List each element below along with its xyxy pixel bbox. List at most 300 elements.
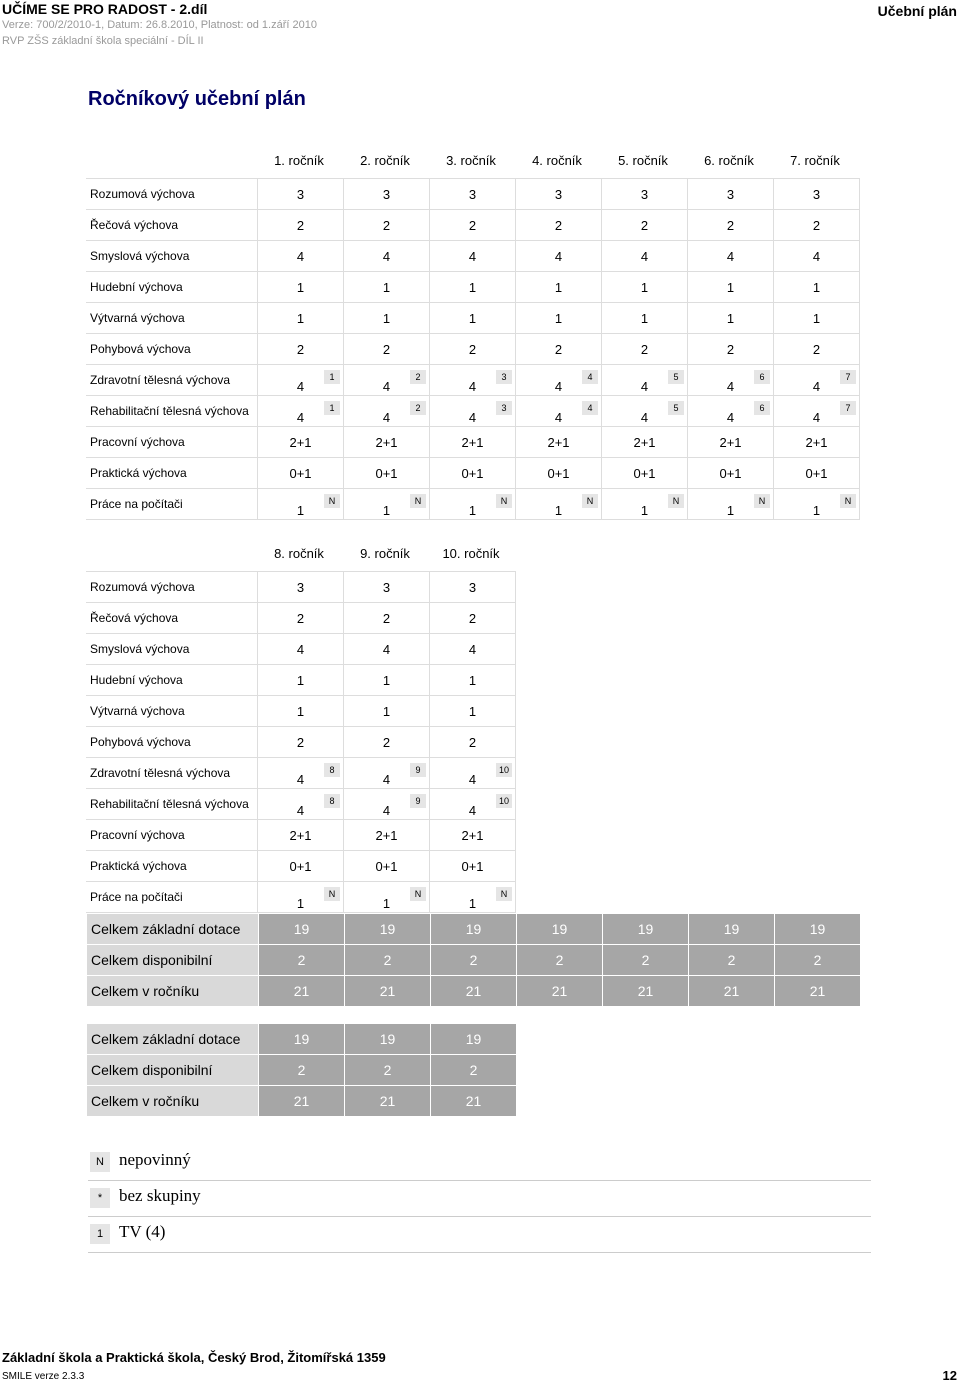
subject-name: Hudební výchova	[86, 272, 258, 303]
hours-value: 1	[382, 279, 391, 295]
hours-value: 1	[726, 279, 735, 295]
hours-cell	[258, 427, 344, 458]
hours-value: 3	[468, 579, 477, 595]
hours-cell	[516, 458, 602, 489]
hours-value: 1	[296, 502, 305, 518]
hours-cell	[344, 665, 430, 696]
hours-cell	[258, 572, 344, 603]
group-badge: 1	[324, 401, 340, 415]
hours-cell	[258, 634, 344, 665]
hours-cell	[430, 851, 516, 882]
totals-value: 2	[345, 945, 431, 976]
hours-value: 0+1	[289, 858, 312, 874]
legend-symbol: 1	[90, 1224, 110, 1244]
hours-value: 2+1	[375, 434, 398, 450]
table-row	[86, 458, 860, 489]
totals-value: 2	[517, 945, 603, 976]
hours-cell	[430, 210, 516, 241]
subject-name: Rehabilitační tělesná výchova	[86, 789, 258, 820]
hours-value: 1	[468, 310, 477, 326]
hours-value: 0+1	[719, 465, 742, 481]
hours-cell	[430, 272, 516, 303]
subject-name: Rozumová výchova	[86, 179, 258, 210]
hours-cell	[430, 696, 516, 727]
hours-cell	[344, 334, 430, 365]
hours-cell	[430, 665, 516, 696]
hours-cell	[258, 272, 344, 303]
group-badge: 8	[324, 794, 340, 808]
subject-table-2	[86, 571, 516, 913]
hours-value: 4	[726, 409, 735, 425]
subject-table-1	[86, 178, 860, 520]
hours-cell	[258, 851, 344, 882]
hours-cell	[430, 489, 516, 520]
subject-name: Pracovní výchova	[86, 427, 258, 458]
totals-value: 19	[259, 1024, 345, 1055]
hours-value: 2	[468, 610, 477, 626]
hours-cell	[430, 789, 516, 820]
hours-cell	[774, 272, 860, 303]
group-badge: 3	[496, 401, 512, 415]
group-badge: 4	[582, 401, 598, 415]
legend-text: nepovinný	[119, 1150, 191, 1169]
hours-cell	[602, 396, 688, 427]
column-header: 1. ročník	[274, 153, 324, 168]
table-row	[86, 634, 516, 665]
totals-value: 19	[775, 914, 861, 945]
hours-value: 2	[468, 341, 477, 357]
hours-value: 4	[468, 248, 477, 264]
totals-value: 21	[689, 976, 775, 1007]
hours-value: 1	[296, 310, 305, 326]
hours-value: 4	[640, 378, 649, 394]
group-badge: N	[324, 887, 340, 901]
hours-value: 2	[382, 341, 391, 357]
hours-value: 2	[812, 217, 821, 233]
hours-value: 1	[468, 502, 477, 518]
totals-value: 21	[431, 976, 517, 1007]
hours-cell	[774, 396, 860, 427]
hours-cell	[774, 427, 860, 458]
subject-name: Řečová výchova	[86, 603, 258, 634]
hours-cell	[430, 603, 516, 634]
hours-cell	[344, 727, 430, 758]
hours-cell	[258, 489, 344, 520]
totals-label: Celkem disponibilní	[87, 1055, 259, 1086]
hours-cell	[258, 241, 344, 272]
column-header: 9. ročník	[360, 546, 410, 561]
group-badge: 6	[754, 401, 770, 415]
hours-cell	[344, 241, 430, 272]
hours-cell	[258, 789, 344, 820]
totals-value: 2	[431, 945, 517, 976]
hours-value: 4	[468, 409, 477, 425]
hours-value: 1	[296, 672, 305, 688]
group-badge: 9	[410, 794, 426, 808]
hours-cell	[688, 241, 774, 272]
header-section-label: Učební plán	[877, 3, 957, 19]
hours-cell	[430, 634, 516, 665]
totals-value: 19	[259, 914, 345, 945]
subject-name: Práce na počítači	[86, 489, 258, 520]
totals-label: Celkem základní dotace	[87, 914, 259, 945]
totals-value: 19	[517, 914, 603, 945]
group-badge: 3	[496, 370, 512, 384]
hours-cell	[344, 272, 430, 303]
table-row	[86, 665, 516, 696]
totals-value: 19	[431, 914, 517, 945]
hours-cell	[602, 334, 688, 365]
hours-value: 3	[468, 186, 477, 202]
hours-value: 4	[296, 641, 305, 657]
hours-cell	[430, 334, 516, 365]
hours-cell	[688, 427, 774, 458]
hours-cell	[258, 727, 344, 758]
totals-value: 19	[603, 914, 689, 945]
hours-value: 2+1	[805, 434, 828, 450]
hours-cell	[344, 427, 430, 458]
subject-name: Smyslová výchova	[86, 241, 258, 272]
hours-value: 4	[726, 248, 735, 264]
hours-cell	[258, 179, 344, 210]
hours-cell	[258, 603, 344, 634]
hours-value: 2	[382, 610, 391, 626]
column-header: 6. ročník	[704, 153, 754, 168]
hours-cell	[258, 210, 344, 241]
totals-value: 21	[345, 976, 431, 1007]
group-badge: 8	[324, 763, 340, 777]
hours-cell	[774, 210, 860, 241]
hours-value: 0+1	[805, 465, 828, 481]
hours-value: 2	[554, 217, 563, 233]
hours-cell	[344, 179, 430, 210]
group-badge: 2	[410, 370, 426, 384]
hours-value: 1	[296, 895, 305, 911]
totals-row	[87, 1086, 517, 1117]
hours-cell	[344, 458, 430, 489]
group-badge: 5	[668, 370, 684, 384]
hours-value: 2+1	[633, 434, 656, 450]
totals-value: 19	[431, 1024, 517, 1055]
hours-cell	[344, 634, 430, 665]
hours-value: 1	[468, 703, 477, 719]
legend-item	[88, 1182, 871, 1217]
hours-value: 3	[640, 186, 649, 202]
table-row	[86, 334, 860, 365]
header-rvp-line: RVP ZŠS základní škola speciální - DÍL II	[2, 35, 204, 47]
totals-row	[87, 1024, 517, 1055]
hours-value: 1	[382, 895, 391, 911]
subject-name: Zdravotní tělesná výchova	[86, 758, 258, 789]
table-row	[86, 758, 516, 789]
totals-row	[87, 914, 861, 945]
hours-cell	[258, 365, 344, 396]
hours-value: 2	[726, 217, 735, 233]
hours-value: 4	[296, 378, 305, 394]
hours-cell	[344, 882, 430, 913]
hours-value: 4	[382, 802, 391, 818]
hours-cell	[602, 179, 688, 210]
hours-cell	[774, 334, 860, 365]
totals-value: 21	[259, 1086, 345, 1117]
totals-value: 2	[345, 1055, 431, 1086]
hours-cell	[258, 696, 344, 727]
hours-cell	[258, 882, 344, 913]
hours-value: 3	[382, 579, 391, 595]
hours-cell	[516, 489, 602, 520]
hours-cell	[688, 272, 774, 303]
footer-school: Základní škola a Praktická škola, Český Brod, Žitomířská 1359	[2, 1350, 386, 1365]
group-badge: 7	[840, 401, 856, 415]
hours-cell	[516, 334, 602, 365]
subject-name: Pracovní výchova	[86, 820, 258, 851]
hours-value: 4	[812, 248, 821, 264]
hours-cell	[344, 303, 430, 334]
hours-cell	[774, 365, 860, 396]
hours-value: 3	[554, 186, 563, 202]
totals-value: 21	[345, 1086, 431, 1117]
hours-cell	[430, 241, 516, 272]
hours-cell	[688, 334, 774, 365]
totals-row	[87, 1055, 517, 1086]
hours-value: 2	[296, 341, 305, 357]
hours-value: 4	[468, 802, 477, 818]
hours-cell	[430, 365, 516, 396]
hours-value: 4	[382, 378, 391, 394]
hours-cell	[688, 303, 774, 334]
hours-value: 4	[554, 409, 563, 425]
hours-value: 2	[468, 217, 477, 233]
hours-value: 0+1	[289, 465, 312, 481]
totals-label: Celkem základní dotace	[87, 1024, 259, 1055]
column-header: 8. ročník	[274, 546, 324, 561]
group-badge: N	[496, 887, 512, 901]
hours-value: 1	[468, 895, 477, 911]
hours-value: 3	[726, 186, 735, 202]
page-number: 12	[942, 1368, 957, 1383]
group-badge: 2	[410, 401, 426, 415]
hours-cell	[344, 572, 430, 603]
group-badge: 1	[324, 370, 340, 384]
hours-cell	[774, 241, 860, 272]
hours-value: 4	[468, 378, 477, 394]
hours-value: 4	[382, 248, 391, 264]
hours-value: 1	[640, 310, 649, 326]
totals-value: 2	[775, 945, 861, 976]
header-version-line: Verze: 700/2/2010-1, Datum: 26.8.2010, Platnost: od 1.září 2010	[2, 19, 317, 31]
totals-value: 19	[345, 914, 431, 945]
subject-name: Praktická výchova	[86, 851, 258, 882]
hours-cell	[602, 427, 688, 458]
hours-cell	[602, 241, 688, 272]
hours-value: 4	[640, 248, 649, 264]
hours-value: 1	[296, 279, 305, 295]
hours-value: 2+1	[461, 827, 484, 843]
hours-value: 4	[554, 248, 563, 264]
hours-cell	[516, 303, 602, 334]
hours-value: 4	[812, 378, 821, 394]
hours-value: 4	[296, 248, 305, 264]
hours-value: 3	[296, 186, 305, 202]
totals-table-1	[86, 913, 861, 1007]
totals-value: 2	[259, 1055, 345, 1086]
hours-cell	[516, 210, 602, 241]
legend-item	[88, 1218, 871, 1253]
hours-cell	[344, 696, 430, 727]
table-row	[86, 427, 860, 458]
hours-value: 1	[726, 502, 735, 518]
subject-name: Řečová výchova	[86, 210, 258, 241]
totals-value: 19	[689, 914, 775, 945]
table-row	[86, 179, 860, 210]
hours-cell	[516, 396, 602, 427]
group-badge: 5	[668, 401, 684, 415]
subject-name: Zdravotní tělesná výchova	[86, 365, 258, 396]
column-header: 2. ročník	[360, 153, 410, 168]
subject-name: Hudební výchova	[86, 665, 258, 696]
hours-cell	[430, 179, 516, 210]
hours-cell	[430, 303, 516, 334]
totals-label: Celkem v ročníku	[87, 976, 259, 1007]
hours-value: 0+1	[375, 465, 398, 481]
hours-cell	[774, 489, 860, 520]
legend-text: bez skupiny	[119, 1186, 201, 1205]
group-badge: 9	[410, 763, 426, 777]
subject-name: Pohybová výchova	[86, 727, 258, 758]
hours-cell	[344, 365, 430, 396]
group-badge: N	[410, 494, 426, 508]
table-row	[86, 572, 516, 603]
table-row	[86, 396, 860, 427]
footer-version: SMILE verze 2.3.3	[2, 1371, 85, 1382]
totals-value: 21	[603, 976, 689, 1007]
hours-value: 1	[726, 310, 735, 326]
totals-row	[87, 945, 861, 976]
hours-value: 2	[468, 734, 477, 750]
hours-cell	[688, 365, 774, 396]
hours-cell	[516, 272, 602, 303]
hours-cell	[688, 210, 774, 241]
hours-value: 1	[382, 502, 391, 518]
hours-value: 1	[296, 703, 305, 719]
subject-name: Pohybová výchova	[86, 334, 258, 365]
hours-cell	[602, 272, 688, 303]
hours-cell	[344, 758, 430, 789]
hours-cell	[258, 758, 344, 789]
hours-cell	[430, 427, 516, 458]
subject-name: Rehabilitační tělesná výchova	[86, 396, 258, 427]
hours-value: 2	[296, 734, 305, 750]
table-row	[86, 727, 516, 758]
hours-value: 2	[296, 217, 305, 233]
hours-value: 0+1	[547, 465, 570, 481]
hours-value: 4	[382, 641, 391, 657]
hours-cell	[344, 210, 430, 241]
hours-value: 1	[812, 502, 821, 518]
group-badge: N	[668, 494, 684, 508]
hours-value: 0+1	[461, 465, 484, 481]
hours-cell	[688, 179, 774, 210]
hours-value: 4	[468, 641, 477, 657]
group-badge: 4	[582, 370, 598, 384]
hours-value: 0+1	[633, 465, 656, 481]
subject-name: Výtvarná výchova	[86, 303, 258, 334]
hours-value: 4	[468, 771, 477, 787]
hours-cell	[602, 210, 688, 241]
hours-cell	[516, 241, 602, 272]
table-row	[86, 365, 860, 396]
table-row	[86, 489, 860, 520]
hours-value: 4	[382, 771, 391, 787]
hours-value: 2	[812, 341, 821, 357]
totals-value: 21	[431, 1086, 517, 1117]
hours-value: 3	[382, 186, 391, 202]
table-row	[86, 603, 516, 634]
table-row	[86, 789, 516, 820]
totals-value: 21	[775, 976, 861, 1007]
hours-value: 2+1	[719, 434, 742, 450]
table-row	[86, 241, 860, 272]
hours-value: 1	[554, 502, 563, 518]
hours-cell	[430, 758, 516, 789]
group-badge: N	[410, 887, 426, 901]
hours-cell	[344, 396, 430, 427]
hours-value: 1	[640, 279, 649, 295]
totals-value: 2	[259, 945, 345, 976]
hours-value: 0+1	[461, 858, 484, 874]
group-badge: N	[582, 494, 598, 508]
hours-value: 4	[296, 409, 305, 425]
hours-value: 4	[382, 409, 391, 425]
totals-label: Celkem v ročníku	[87, 1086, 259, 1117]
group-badge: 10	[496, 763, 512, 777]
table-row	[86, 210, 860, 241]
hours-value: 4	[812, 409, 821, 425]
totals-value: 21	[517, 976, 603, 1007]
hours-cell	[688, 489, 774, 520]
subject-name: Rozumová výchova	[86, 572, 258, 603]
hours-cell	[258, 458, 344, 489]
hours-cell	[430, 572, 516, 603]
totals-table-2	[86, 1023, 517, 1117]
hours-value: 2	[382, 217, 391, 233]
hours-value: 2	[726, 341, 735, 357]
group-badge: N	[754, 494, 770, 508]
group-badge: N	[324, 494, 340, 508]
hours-cell	[430, 396, 516, 427]
hours-cell	[602, 365, 688, 396]
table-row	[86, 696, 516, 727]
hours-value: 4	[554, 378, 563, 394]
hours-value: 1	[468, 672, 477, 688]
hours-cell	[774, 179, 860, 210]
hours-value: 4	[296, 771, 305, 787]
hours-cell	[258, 303, 344, 334]
hours-value: 3	[296, 579, 305, 595]
table-row	[86, 272, 860, 303]
totals-value: 21	[259, 976, 345, 1007]
hours-cell	[516, 427, 602, 458]
hours-value: 4	[296, 802, 305, 818]
totals-value: 2	[431, 1055, 517, 1086]
hours-value: 1	[554, 310, 563, 326]
hours-cell	[258, 820, 344, 851]
hours-cell	[602, 458, 688, 489]
hours-cell	[602, 489, 688, 520]
hours-value: 1	[468, 279, 477, 295]
hours-value: 2+1	[547, 434, 570, 450]
legend-symbol: *	[90, 1188, 110, 1208]
